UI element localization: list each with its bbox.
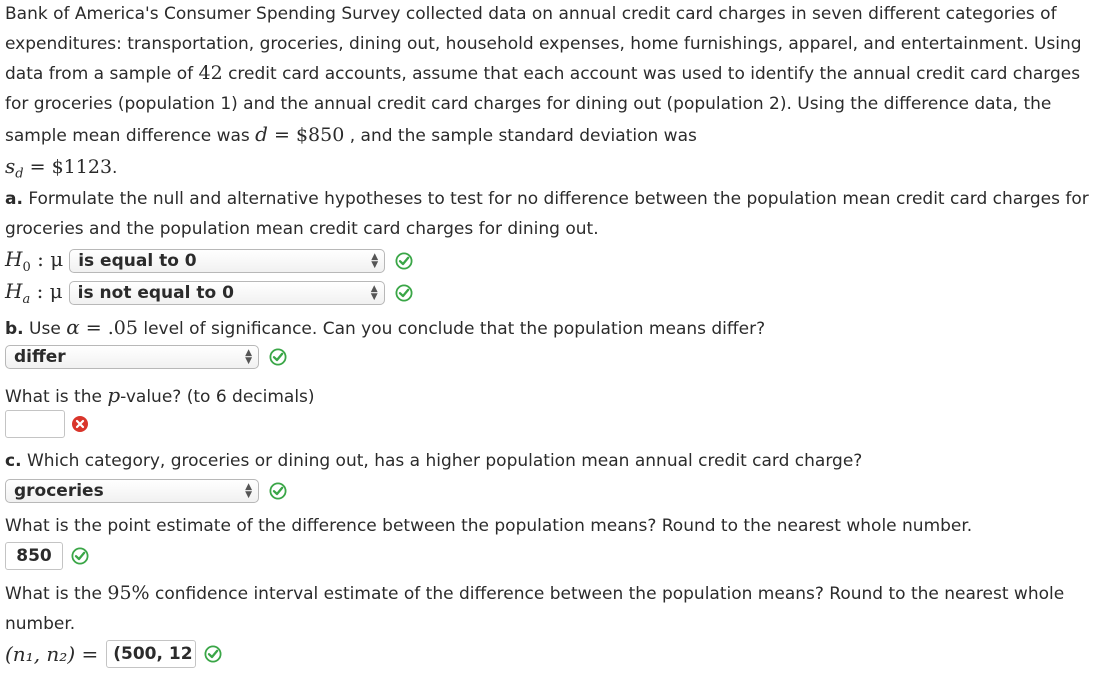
alpha-symbol: α — [66, 315, 80, 339]
error-icon — [71, 415, 89, 433]
intro-text-1: Bank of America's Consumer Spending Survey collected data on annual credit card charges in seven different categories of expenditures: transportation, groceries, dining out, household expenses, home furnishings, apparel, and entertainment. Using data from a sample of — [5, 4, 1082, 85]
part-b-question — [5, 313, 765, 345]
sd-value: $1123 — [51, 155, 113, 178]
ci-text-1: What is the — [5, 584, 108, 604]
sd-subscript: d — [15, 165, 24, 181]
ha-row — [5, 279, 413, 307]
ha-select[interactable] — [69, 281, 385, 305]
h0-label: $H_0$ : μ — [5, 247, 64, 275]
part-c-text: Which category, groceries or dining out, has a higher population mean annual credit card charge? — [21, 451, 863, 471]
sample-size: 42 — [198, 62, 223, 85]
h0-row — [5, 247, 413, 275]
pvalue-question — [5, 381, 315, 413]
select-arrows-icon: ▲ ▼ — [245, 482, 252, 500]
intro-text-2: credit card accounts, assume that each account was used to identify the annual credit card charges for groceries (population 1) and the annual credit card charges for dining out (population 2). Using the difference data, the sample mean difference was — [5, 64, 1081, 146]
pvalue-text-1: What is the — [5, 387, 108, 407]
alpha-equals: = — [79, 317, 108, 339]
category-row — [5, 479, 287, 503]
ci-row — [5, 640, 222, 668]
mean-difference: $850 — [295, 123, 345, 146]
part-a-text: Formulate the null and alternative hypotheses to test for no difference between the population mean credit card charges for groceries and the population mean credit card charges for dining out. — [5, 189, 1089, 239]
select-arrows-icon: ▲ ▼ — [370, 284, 378, 302]
part-b-text-2: level of significance. Can you conclude that the population means differ? — [137, 319, 766, 339]
point-estimate-row — [5, 542, 89, 570]
intro-text-3: , and the sample standard deviation was — [344, 125, 697, 146]
check-icon — [269, 348, 287, 366]
p-symbol: p — [107, 383, 121, 407]
part-a-question — [5, 185, 1097, 244]
ha-select-value: is not equal to 0 — [77, 283, 234, 303]
point-estimate-question: What is the point estimate of the difference between the population means? Round to the nearest whole number. — [5, 516, 973, 536]
alpha-value: .05 — [107, 317, 138, 339]
pvalue-input[interactable] — [5, 410, 65, 438]
part-b-text-1: Use — [23, 319, 67, 339]
pvalue-text-2: -value? (to 6 decimals) — [120, 387, 315, 407]
equals-sign: = — [267, 123, 296, 146]
part-c-question — [5, 447, 862, 477]
part-c-label: c. — [5, 451, 22, 471]
ci-input[interactable]: (500, 12 — [106, 640, 196, 668]
category-select[interactable] — [5, 479, 259, 503]
check-icon — [395, 252, 413, 270]
check-icon — [395, 284, 413, 302]
part-b-label: b. — [5, 319, 24, 339]
select-arrows-icon: ▲ ▼ — [371, 252, 379, 270]
ci-level: 95% — [107, 582, 150, 604]
h0-select-value: is equal to 0 — [78, 251, 197, 271]
check-icon — [204, 645, 222, 663]
ci-label: (n₁, n₂) = — [5, 642, 99, 666]
check-icon — [71, 547, 89, 565]
ha-label: $H_a$ : μ — [5, 279, 63, 307]
conclusion-select-value: differ — [14, 347, 66, 367]
equals-sign-2: = — [23, 155, 52, 178]
select-arrows-icon: ▲ ▼ — [245, 348, 252, 366]
h0-select[interactable] — [69, 249, 385, 273]
problem-intro — [5, 0, 1097, 189]
conclusion-select[interactable] — [5, 345, 259, 369]
sd-symbol: s — [5, 153, 16, 178]
d-symbol: d — [255, 121, 268, 146]
point-estimate-input[interactable]: 850 — [5, 542, 63, 570]
intro-period: . — [112, 157, 118, 178]
conclusion-row — [5, 345, 287, 369]
check-icon — [269, 482, 287, 500]
ci-text-2: confidence interval estimate of the difference between the population means? Round to the nearest whole number. — [5, 584, 1065, 634]
pvalue-row — [5, 410, 89, 438]
ci-question — [5, 579, 1097, 639]
category-select-value: groceries — [14, 481, 104, 501]
part-a-label: a. — [5, 189, 23, 209]
